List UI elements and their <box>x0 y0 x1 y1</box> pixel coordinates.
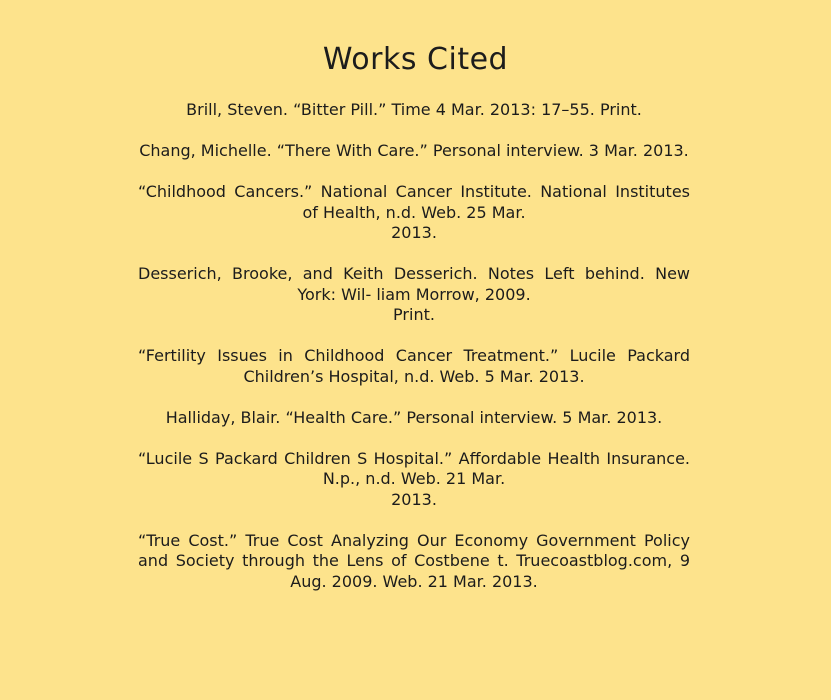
citation-entry <box>138 264 690 326</box>
citation-line: 2013. <box>391 223 437 242</box>
citation-entry <box>138 346 690 387</box>
citation-line: Brill, Steven. “Bitter Pill.” Time 4 Mar. 2013: 17–55. Print. <box>186 100 642 119</box>
citation-entry <box>138 141 690 162</box>
citation-line: “True Cost.” True Cost Analyzing Our Economy Government Policy and Society through the Lens of Costbene t. Truecoastblog.com, 9 Aug. 2009. Web. 21 Mar. 2013. <box>138 530 690 591</box>
citation-line: Desserich, Brooke, and Keith Desserich. Notes Left behind. New York: Wil- liam Morrow, 2009. <box>138 264 690 304</box>
citation-line: Chang, Michelle. “There With Care.” Personal interview. 3 Mar. 2013. <box>139 141 689 160</box>
citation-line: 2013. <box>391 489 437 509</box>
citation-entry <box>138 531 690 593</box>
citation-entry <box>138 408 690 429</box>
citation-list <box>138 100 690 613</box>
citation-entry <box>138 100 690 121</box>
citation-line: “Fertility Issues in Childhood Cancer Treatment.” Lucile Packard Children’s Hospital, n.d. Web. 5 Mar. 2013. <box>138 346 690 386</box>
citation-entry <box>138 449 690 511</box>
page-title: Works Cited <box>322 42 509 77</box>
citation-line: Halliday, Blair. “Health Care.” Personal interview. 5 Mar. 2013. <box>165 407 663 427</box>
citation-line: “Childhood Cancers.” National Cancer Institute. National Institutes of Health, n.d. Web. 25 Mar. <box>138 182 690 222</box>
citation-line: “Lucile S Packard Children S Hospital.” Affordable Health Insurance. N.p., n.d. Web. 21 Mar. <box>138 448 690 488</box>
citation-entry <box>138 182 690 244</box>
citation-line: Print. <box>393 305 435 324</box>
